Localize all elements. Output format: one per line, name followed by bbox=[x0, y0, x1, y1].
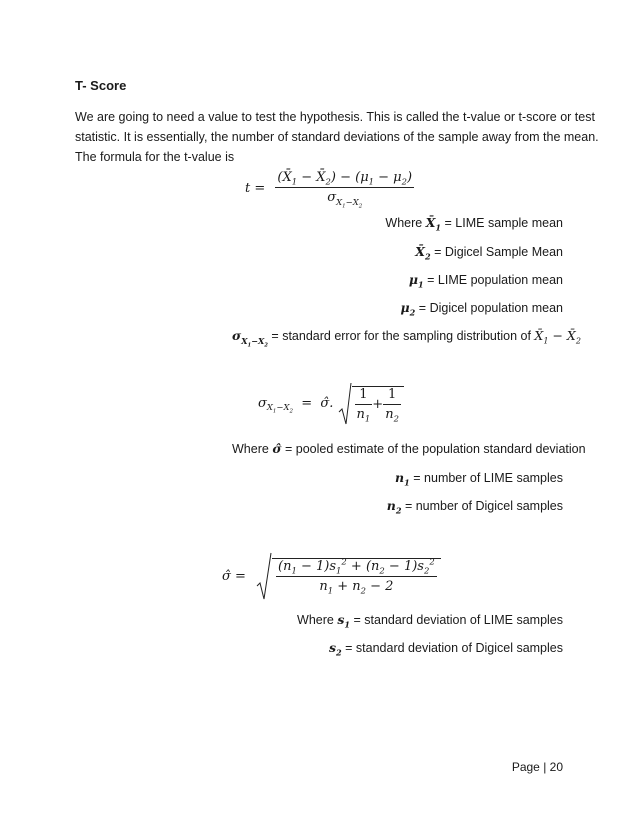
t-value-formula: t = $\frac{(X̄_1 - X̄_2) - (\mu_1 - \mu_2)}{\sigma_{X_1-X_2}}$ bbox=[245, 170, 413, 210]
definition-text: = Digicel Sample Mean bbox=[430, 245, 563, 259]
definition-line bbox=[232, 328, 581, 349]
symbol-mu1: $\mu_1$ bbox=[408, 272, 424, 290]
symbol-sigma-hat: σ̂ bbox=[272, 441, 282, 456]
page-number: Page | 20 bbox=[511, 760, 563, 774]
definition-text: = standard deviation of Digicel samples bbox=[341, 641, 563, 655]
definition-line bbox=[400, 300, 563, 318]
sqrt-sign bbox=[256, 552, 272, 600]
definition-text: = Digicel population mean bbox=[415, 301, 563, 315]
definition-line bbox=[328, 640, 563, 658]
where-word: Where bbox=[297, 613, 334, 627]
pooled-estimate-formula: σ̂ = $\frac{(n_1 - 1)s_1^2 + (n_2 - 1)s_2^2}{n_1 + n_2 - 2}$ bbox=[222, 552, 441, 600]
where-definition bbox=[385, 215, 563, 233]
definition-text: = number of Digicel samples bbox=[401, 499, 563, 513]
paragraph-line: We are going to need a value to test the hypothesis. This is called the t-value or t-score or test bbox=[75, 110, 595, 124]
definition-text: = number of LIME samples bbox=[409, 471, 563, 485]
definition-line bbox=[408, 272, 563, 290]
symbol-sigma-x1-x2: $\sigma_{X_1-X_2}$ bbox=[232, 328, 268, 349]
symbol-x1-bar: $X̄_1$ bbox=[425, 215, 442, 233]
definition-line bbox=[415, 244, 563, 262]
definition-text: = standard error for the sampling distribution of bbox=[267, 329, 535, 343]
symbol-n2: $n_2$ bbox=[386, 498, 402, 516]
sqrt-sign bbox=[338, 382, 352, 426]
definition-text: = LIME sample mean bbox=[441, 216, 563, 230]
symbol-s1: $s_1$ bbox=[337, 612, 351, 630]
paragraph-line: The formula for the t-value is bbox=[75, 150, 235, 164]
definition-text: = LIME population mean bbox=[423, 273, 563, 287]
standard-error-formula: $\sigma_{X_1-X_2}$ = σ̂. $\frac{1}{n_1}$ + $\frac{1}{n_2}$ bbox=[258, 382, 404, 426]
symbol-s2: $s_2$ bbox=[328, 640, 342, 658]
where-definition bbox=[297, 612, 563, 630]
section-heading: T- Score bbox=[75, 78, 127, 93]
definition-line bbox=[386, 498, 563, 516]
definition-text: = standard deviation of LIME samples bbox=[350, 613, 563, 627]
symbol-x1-minus-x2: $X̄_1$ − $X̄_2$ bbox=[534, 328, 581, 346]
symbol-n1: $n_1$ bbox=[395, 470, 410, 488]
symbol-x2-bar: $X̄_2$ bbox=[415, 244, 431, 262]
where-word: Where bbox=[385, 216, 423, 230]
paragraph-line: statistic. It is essentially, the number of standard deviations of the sample away from the mean. bbox=[75, 130, 599, 144]
where-definition bbox=[232, 441, 586, 456]
where-word: Where bbox=[232, 442, 269, 456]
definition-text: = pooled estimate of the population standard deviation bbox=[281, 442, 586, 456]
definition-line bbox=[395, 470, 563, 488]
symbol-mu2: $\mu_2$ bbox=[400, 300, 416, 318]
